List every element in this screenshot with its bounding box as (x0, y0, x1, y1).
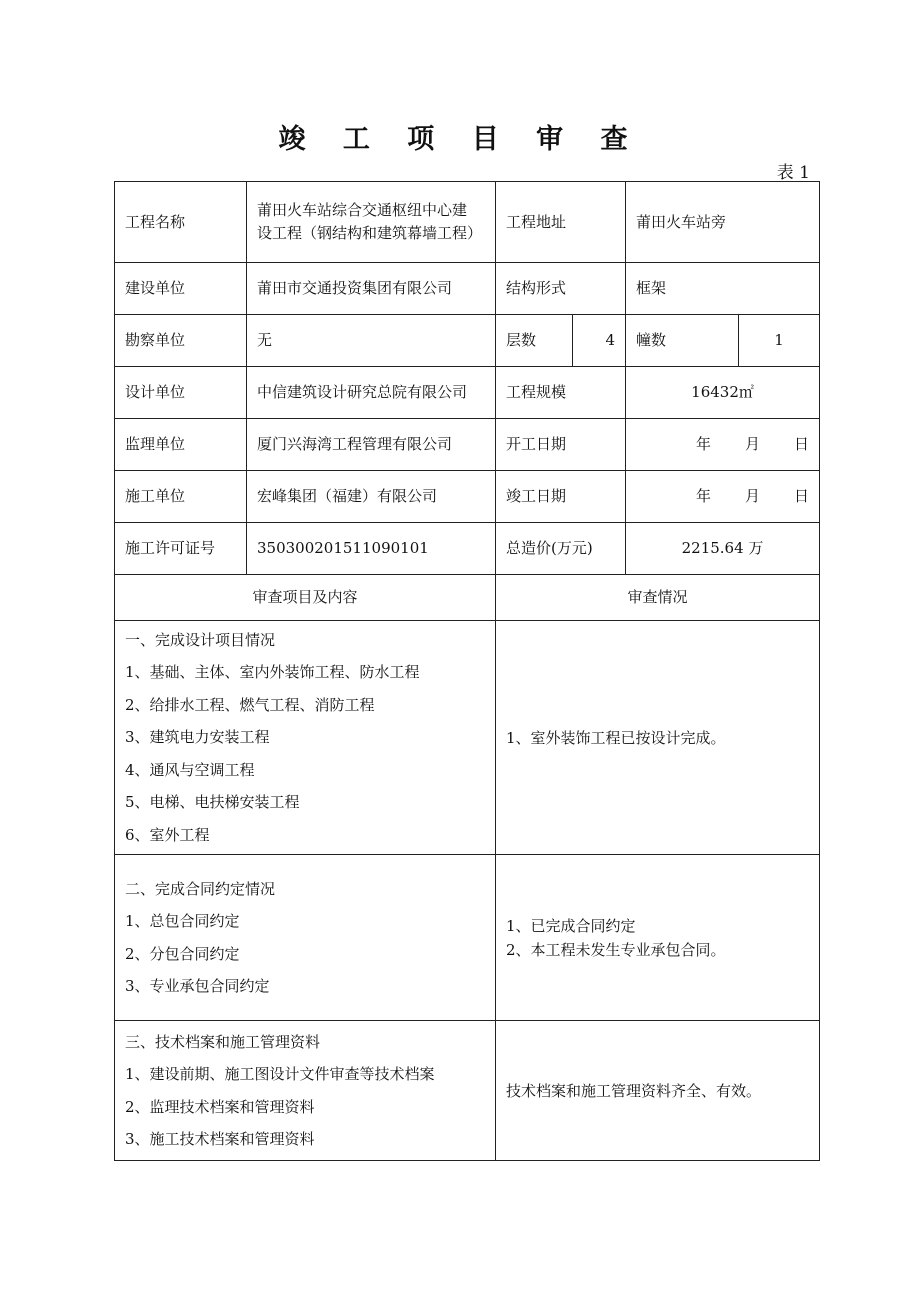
section2-item: 二、完成合同约定情况 (125, 879, 276, 898)
section1-item: 2、给排水工程、燃气工程、消防工程 (125, 695, 375, 714)
design-value: 中信建筑设计研究总院有限公司 (247, 367, 496, 419)
cost-value: 2215.64 万 (626, 523, 820, 575)
floors-value: 4 (573, 315, 626, 367)
section2-result-line: 1、已完成合同约定 (506, 916, 636, 935)
builder-value: 莆田市交通投资集团有限公司 (247, 263, 496, 315)
construction-value: 宏峰集团（福建）有限公司 (247, 471, 496, 523)
section2-item: 1、总包合同约定 (125, 912, 240, 930)
scale-label: 工程规模 (496, 367, 626, 419)
section1-result (496, 621, 820, 855)
row-design (115, 367, 820, 419)
row-survey (115, 315, 820, 367)
review-form-table (114, 181, 820, 1161)
section2-item: 3、专业承包合同约定 (125, 977, 270, 995)
row-section-contract (115, 855, 820, 1021)
start-year: 年 (695, 435, 711, 453)
section2-result-line: 2、本工程未发生专业承包合同。 (506, 940, 726, 959)
row-supervision (115, 419, 820, 471)
project-name-value (247, 182, 496, 263)
finish-month: 月 (745, 487, 761, 505)
project-name-label: 工程名称 (115, 182, 247, 263)
finish-date-value (626, 471, 820, 523)
finish-day: 日 (794, 487, 810, 505)
section3-item: 3、施工技术档案和管理资料 (125, 1130, 315, 1148)
section1-result-line: 1、室外装饰工程已按设计完成。 (506, 728, 726, 747)
row-section-archives (115, 1021, 820, 1161)
start-date-label: 开工日期 (496, 419, 626, 471)
section3-items (115, 1021, 496, 1161)
section3-item: 2、监理技术档案和管理资料 (125, 1097, 315, 1116)
buildings-label: 幢数 (626, 315, 739, 367)
construction-label: 施工单位 (115, 471, 247, 523)
row-project-name (115, 182, 820, 263)
section1-item: 3、建筑电力安装工程 (125, 728, 270, 747)
supervision-value: 厦门兴海湾工程管理有限公司 (247, 419, 496, 471)
section2-result (496, 855, 820, 1021)
section3-result (496, 1021, 820, 1161)
row-section-design (115, 621, 820, 855)
survey-value: 无 (247, 315, 496, 367)
project-address-label: 工程地址 (496, 182, 626, 263)
supervision-label: 监理单位 (115, 419, 247, 471)
row-construction (115, 471, 820, 523)
row-permit (115, 523, 820, 575)
section1-items (115, 621, 496, 855)
row-review-header (115, 575, 820, 621)
review-items-header: 审查项目及内容 (115, 575, 496, 621)
document-title: 竣 工 项 目 审 查 (278, 124, 642, 155)
project-address-value: 莆田火车站旁 (626, 182, 820, 263)
structure-value: 框架 (626, 263, 820, 315)
buildings-value: 1 (739, 315, 820, 367)
section1-item: 4、通风与空调工程 (125, 760, 255, 779)
section2-items (115, 855, 496, 1021)
section1-item: 1、基础、主体、室内外装饰工程、防水工程 (125, 663, 420, 682)
survey-label: 勘察单位 (115, 315, 247, 367)
start-date-value (626, 419, 820, 471)
start-month: 月 (745, 435, 761, 453)
section2-item: 2、分包合同约定 (125, 944, 240, 963)
cost-label: 总造价(万元) (496, 523, 626, 575)
start-day: 日 (794, 435, 810, 453)
permit-value: 350300201511090101 (247, 523, 496, 575)
row-builder (115, 263, 820, 315)
section3-item: 1、建设前期、施工图设计文件审查等技术档案 (125, 1065, 435, 1083)
finish-year: 年 (695, 487, 711, 505)
finish-date-label: 竣工日期 (496, 471, 626, 523)
scale-value: 16432㎡ (626, 367, 820, 419)
design-label: 设计单位 (115, 367, 247, 419)
permit-label: 施工许可证号 (115, 523, 247, 575)
structure-label: 结构形式 (496, 263, 626, 315)
floors-label: 层数 (496, 315, 573, 367)
project-name-line1: 莆田火车站综合交通枢纽中心建 (257, 201, 468, 219)
section1-item: 一、完成设计项目情况 (125, 630, 276, 649)
table-number: 表 1 (776, 163, 810, 183)
builder-label: 建设单位 (115, 263, 247, 315)
section1-item: 5、电梯、电扶梯安装工程 (125, 793, 300, 812)
review-status-header: 审查情况 (496, 575, 820, 621)
section1-item: 6、室外工程 (125, 825, 210, 844)
project-name-line2: 设工程（钢结构和建筑幕墙工程） (257, 224, 483, 242)
section3-result-line: 技术档案和施工管理资料齐全、有效。 (506, 1081, 762, 1100)
section3-item: 三、技术档案和施工管理资料 (125, 1032, 321, 1051)
